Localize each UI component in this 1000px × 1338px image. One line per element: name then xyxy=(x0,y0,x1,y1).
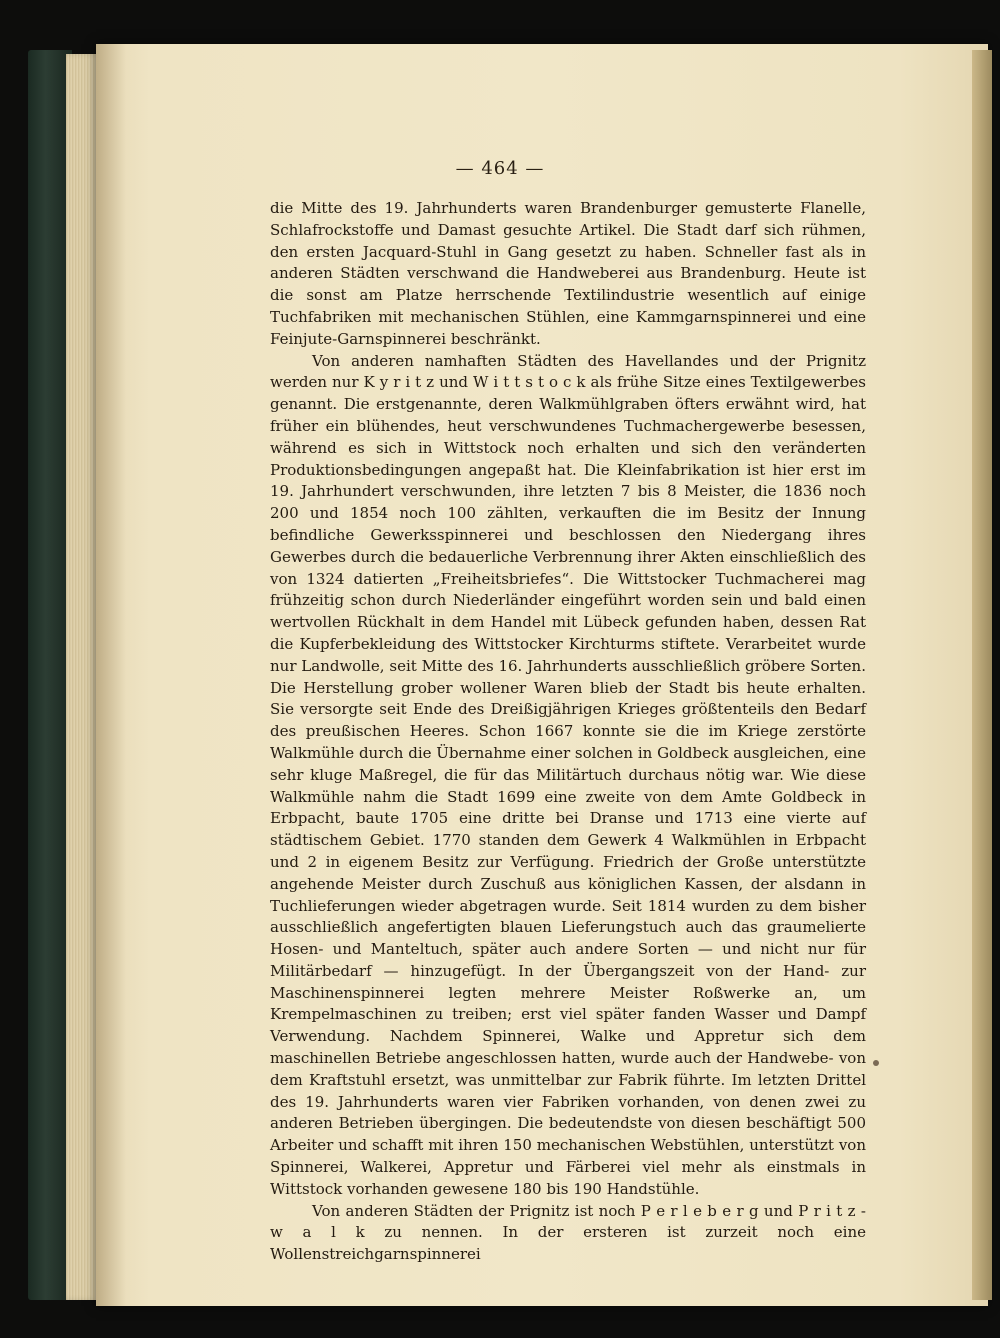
paragraph-3: Von anderen Städten der Prignitz ist noch P e r l e b e r g und P r i t z - w a l k zu nennen. In der ersteren ist zurzeit noch eine Wollenstreichgarnspinnerei xyxy=(270,1201,866,1264)
spine-shadow xyxy=(96,44,126,1306)
margin-mark xyxy=(873,1060,879,1066)
facing-page-edge xyxy=(972,50,992,1300)
paragraph-2: Von anderen namhaften Städten des Havellandes und der Prignitz werden nur K y r i t z und W i t t s t o c k als frühe Sitze eines Textilgewerbes genannt. Die erstgenannte, deren Walkmühlgraben öfters erwähnt wird, hat früher ein blühendes, heut verschwundenes Tuchmachergewerbe besessen, während es sich in Wittstock noch erhalten und sich den veränderten Produktionsbedingungen angepaßt hat. Die Kleinfabrikation ist hier erst im 19. Jahrhundert verschwunden, ihre letzten 7 bis 8 Meister, die 1836 noch 200 und 1854 noch 100 zählten, verkauften die im Besitz der Innung befindliche Gewerksspinnerei und beschlossen den Niedergang ihres Gewerbes durch die bedauerliche Verbrennung ihrer Akten einschließlich des von 1324 datierten „Freiheitsbriefes“. Die Wittstocker Tuchmacherei mag frühzeitig schon durch Niederländer eingeführt worden sein und bald einen wertvollen Rückhalt in dem Handel mit Lübeck gefunden haben, dessen Rat die Kupferbekleidung des Wittstocker Kirchturms stiftete. Verarbeitet wurde nur Landwolle, seit Mitte des 16. Jahrhunderts ausschließlich gröbere Sorten. Die Herstellung grober wollener Waren blieb der Stadt bis heute erhalten. Sie versorgte seit Ende des Dreißigjährigen Krieges größtenteils den Bedarf des preußischen Heeres. Schon 1667 konnte sie die im Kriege zerstörte Walkmühle durch die Übernahme einer solchen in Goldbeck ausgleichen, eine sehr kluge Maßregel, die für das Militärtuch durchaus nötig war. Wie diese Walkmühle nahm die Stadt 1699 eine zweite von dem Amte Goldbeck in Erbpacht, baute 1705 eine dritte bei Dranse und 1713 eine vierte auf städtischem Gebiet. 1770 standen dem Gewerk 4 Walkmühlen in Erbpacht und 2 in eigenem Besitz zur Verfügung. Friedrich der Große unterstützte angehende Meister durch Zuschuß aus königlichen Kassen, der alsdann in Tuchlieferungen wieder abgetragen wurde. Seit 1814 wurden zu dem bisher ausschließlich angefertigten blauen Lieferungstuch auch das graumelierte Hosen- und Manteltuch, später auch andere Sorten — und nicht nur für Militärbedarf — hinzugefügt. In der Übergangszeit von der Hand- zur Maschinenspinnerei legten mehrere Meister Roßwerke an, um Krempelmaschinen zu treiben; erst viel später fanden Wasser und Dampf Verwendung. Nachdem Spinnerei, Walke und Appretur sich dem maschinellen Betriebe angeschlossen hatten, wurde auch der Handwebe- von dem Kraftstuhl ersetzt, was unmittelbar zur Fabrik führte. Im letzten Drittel des 19. Jahrhunderts waren vier Fabriken vorhanden, von denen zwei zu anderen Betrieben übergingen. Die bedeutendste von diesen beschäftigt 500 Arbeiter und schafft mit ihren 150 mechanischen Webstühlen, unterstützt von Spinnerei, Walkerei, Appretur und Färberei viel mehr als einstmals in Wittstock vorhanden gewesene 180 bis 190 Handstühle. xyxy=(270,351,866,1198)
body-text xyxy=(270,198,866,1266)
paragraph-1: die Mitte des 19. Jahrhunderts waren Brandenburger gemusterte Flanelle, Schlafrockstoffe und Damast gesuchte Artikel. Die Stadt darf sich rühmen, den ersten Jacquard-Stuhl in Gang gesetzt zu haben. Schneller fast als in anderen Städten verschwand die Handweberei aus Brandenburg. Heute ist die sonst am Platze herrschende Textilindustrie wesentlich auf einige Tuchfabriken mit mechanischen Stühlen, eine Kammgarnspinnerei und eine Feinjute-Garnspinnerei beschränkt. xyxy=(270,199,866,348)
page-number: — 464 — xyxy=(455,158,545,179)
